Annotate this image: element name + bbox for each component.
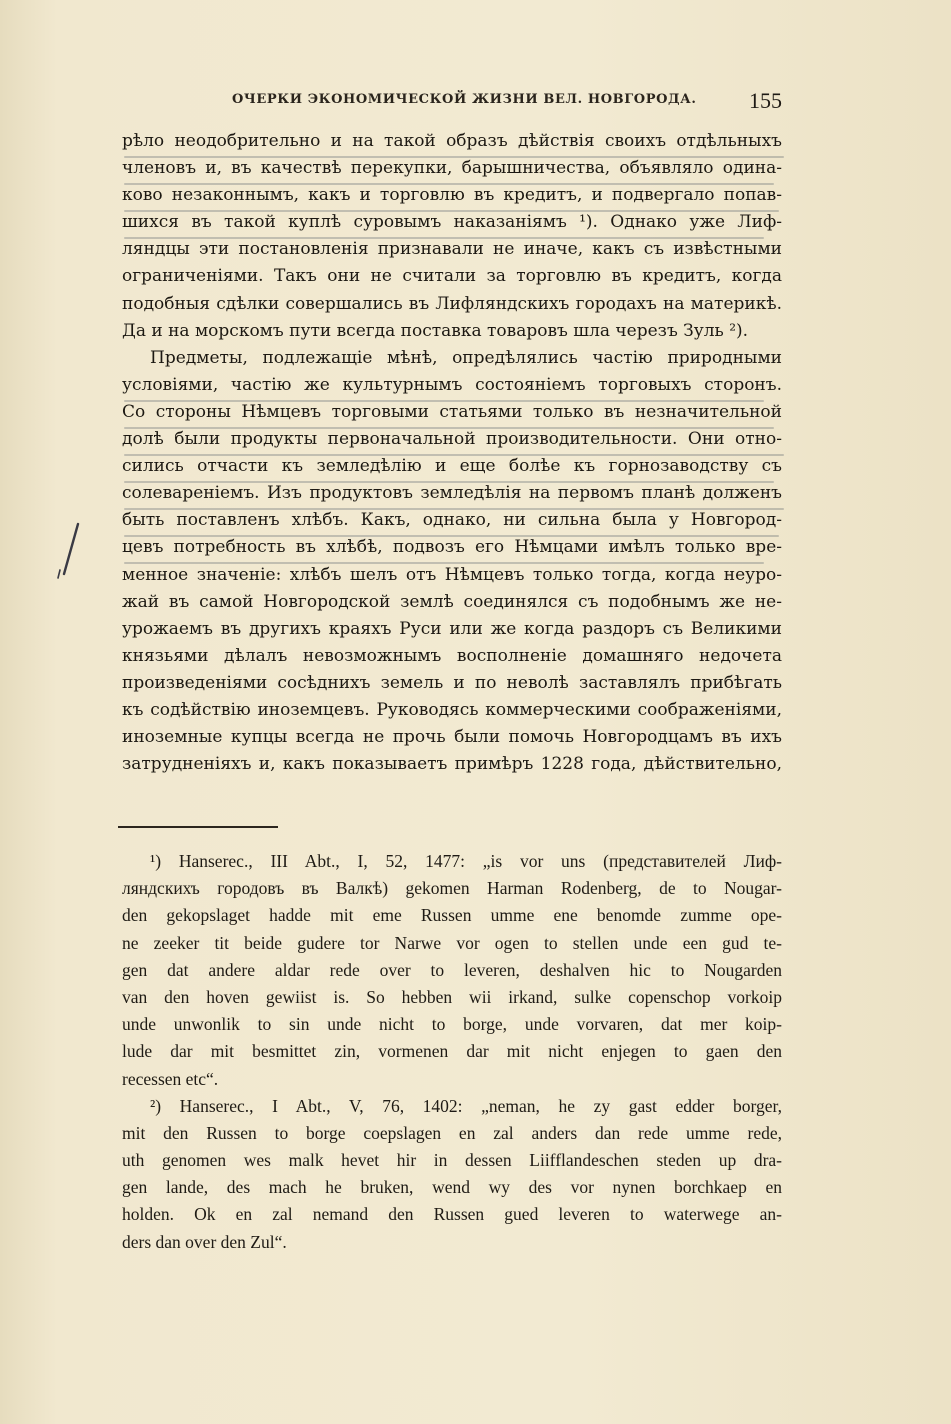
text-line: затрудненіяхъ и, какъ показываетъ примѣръ 1228 года, дѣйствительно, bbox=[122, 754, 782, 775]
footnote-line: den gekopslaget hadde mit eme Russen umme ene benomde zumme ope- bbox=[122, 905, 782, 926]
footnote-line: uth genomen wes malk hevet hir in dessen Liifflandeschen steden up dra- bbox=[122, 1150, 782, 1171]
footnotes bbox=[122, 848, 782, 1256]
text-line: урожаемъ въ другихъ краяхъ Руси или же когда раздоръ съ Великими bbox=[122, 618, 782, 639]
footnote-line: ляндскихъ городовъ въ Валкѣ) gekomen Harman Rodenberg, de to Nougar- bbox=[122, 878, 782, 899]
footnote-separator bbox=[118, 826, 278, 828]
footnote-2 bbox=[122, 1093, 782, 1256]
main-text bbox=[122, 128, 782, 778]
text-line: подобныя сдѣлки совершались въ Лифляндскихъ городахъ на материкѣ. bbox=[122, 293, 782, 314]
footnote-line: unde unwonlik to sin unde nicht to borge, unde vorvaren, dat mer koip- bbox=[122, 1014, 782, 1035]
text-line: условіями, частію же культурнымъ состояніемъ торговыхъ сторонъ. bbox=[122, 374, 782, 395]
text-line: членовъ и, въ качествѣ перекупки, барышничества, объявляло одина- bbox=[122, 158, 782, 179]
text-line: иноземные купцы всегда не прочь были помочь Новгородцамъ въ ихъ bbox=[122, 727, 782, 748]
text-line: шихся въ такой куплѣ суровымъ наказаніямъ ¹). Однако уже Лиф- bbox=[122, 212, 782, 233]
margin-slash-mark bbox=[56, 522, 86, 582]
text-line: ково незаконнымъ, какъ и торговлю въ кредитъ, и подвергало попав- bbox=[122, 185, 782, 206]
footnote-line: gen dat andere aldar rede over to leveren, deshalven hic to Nougarden bbox=[122, 959, 782, 980]
text-line: Да и на морскомъ пути всегда поставка товаровъ шла черезъ Зуль ²). bbox=[122, 320, 749, 341]
text-line: солевареніемъ. Изъ продуктовъ земледѣлія на первомъ планѣ долженъ bbox=[122, 483, 782, 504]
text-line: Предметы, подлежащіе мѣнѣ, опредѣлялись частію природными bbox=[150, 347, 782, 368]
text-line: сились отчасти къ земледѣлію и еще болѣе къ горнозаводству съ bbox=[122, 456, 782, 477]
text-line: жай въ самой Новгородской землѣ соединялся съ подобнымъ же не- bbox=[122, 591, 782, 612]
page-header bbox=[232, 88, 782, 112]
footnote-line: ¹) Hanserec., III Abt., I, 52, 1477: „is vor uns (представителей Лиф- bbox=[150, 851, 782, 871]
footnote-line: holden. Ok en zal nemand den Russen gued leveren to waterwege an- bbox=[122, 1204, 782, 1225]
text-line: ограниченіями. Такъ они не считали за торговлю въ кредитъ, когда bbox=[122, 266, 782, 287]
footnote-line: recessen etc“. bbox=[122, 1068, 219, 1089]
text-line: ляндцы эти постановленія признавали не иначе, какъ съ извѣстными bbox=[122, 239, 782, 260]
running-title: ОЧЕРКИ ЭКОНОМИЧЕСКОЙ ЖИЗНИ ВЕЛ. НОВГОРОДА. bbox=[232, 92, 697, 107]
paragraph-2 bbox=[122, 345, 782, 779]
text-line: рѣло неодобрительно и на такой образъ дѣйствія своихъ отдѣльныхъ bbox=[122, 131, 782, 151]
text-line: произведеніями сосѣднихъ земель и по неволѣ заставлялъ прибѣгать bbox=[122, 672, 782, 693]
footnote-line: gen lande, des mach he bruken, wend wy des vor nynen borchkaep en bbox=[122, 1177, 782, 1198]
footnote-line: mit den Russen to borge coepslagen en zal anders dan rede umme rede, bbox=[122, 1122, 782, 1143]
text-line: Со стороны Нѣмцевъ торговыми статьями только въ незначительной bbox=[122, 401, 782, 422]
footnote-line: ²) Hanserec., I Abt., V, 76, 1402: „neman, he zy gast edder borger, bbox=[150, 1095, 782, 1116]
footnote-line: ne zeeker tit beide gudere tor Narwe vor ogen to stellen unde een gud te- bbox=[122, 932, 782, 953]
text-line: цевъ потребность въ хлѣбѣ, подвозъ его Нѣмцами имѣлъ только вре- bbox=[122, 537, 782, 558]
footnote-line: lude dar mit besmittet zin, vormenen dar mit nicht enjegen to gaen den bbox=[122, 1041, 782, 1062]
footnote-1 bbox=[122, 848, 782, 1093]
paragraph-1 bbox=[122, 128, 782, 345]
text-line: князьями дѣлалъ невозможнымъ восполненіе домашняго недочета bbox=[122, 645, 782, 666]
text-line: долѣ были продукты первоначальной производительности. Они отно- bbox=[122, 429, 782, 450]
page-number: 155 bbox=[749, 88, 782, 113]
text-line: быть поставленъ хлѣбъ. Какъ, однако, ни сильна была у Новгород- bbox=[122, 510, 782, 531]
text-line: къ содѣйствію иноземцевъ. Руководясь коммерческими соображеніями, bbox=[122, 699, 782, 720]
footnote-line: ders dan over den Zul“. bbox=[122, 1231, 287, 1252]
text-line: менное значеніе: хлѣбъ шелъ отъ Нѣмцевъ только тогда, когда неуро- bbox=[122, 564, 782, 585]
footnote-line: van den hoven gewiist is. So hebben wii irkand, sulke copenschop vorkoip bbox=[122, 986, 782, 1007]
